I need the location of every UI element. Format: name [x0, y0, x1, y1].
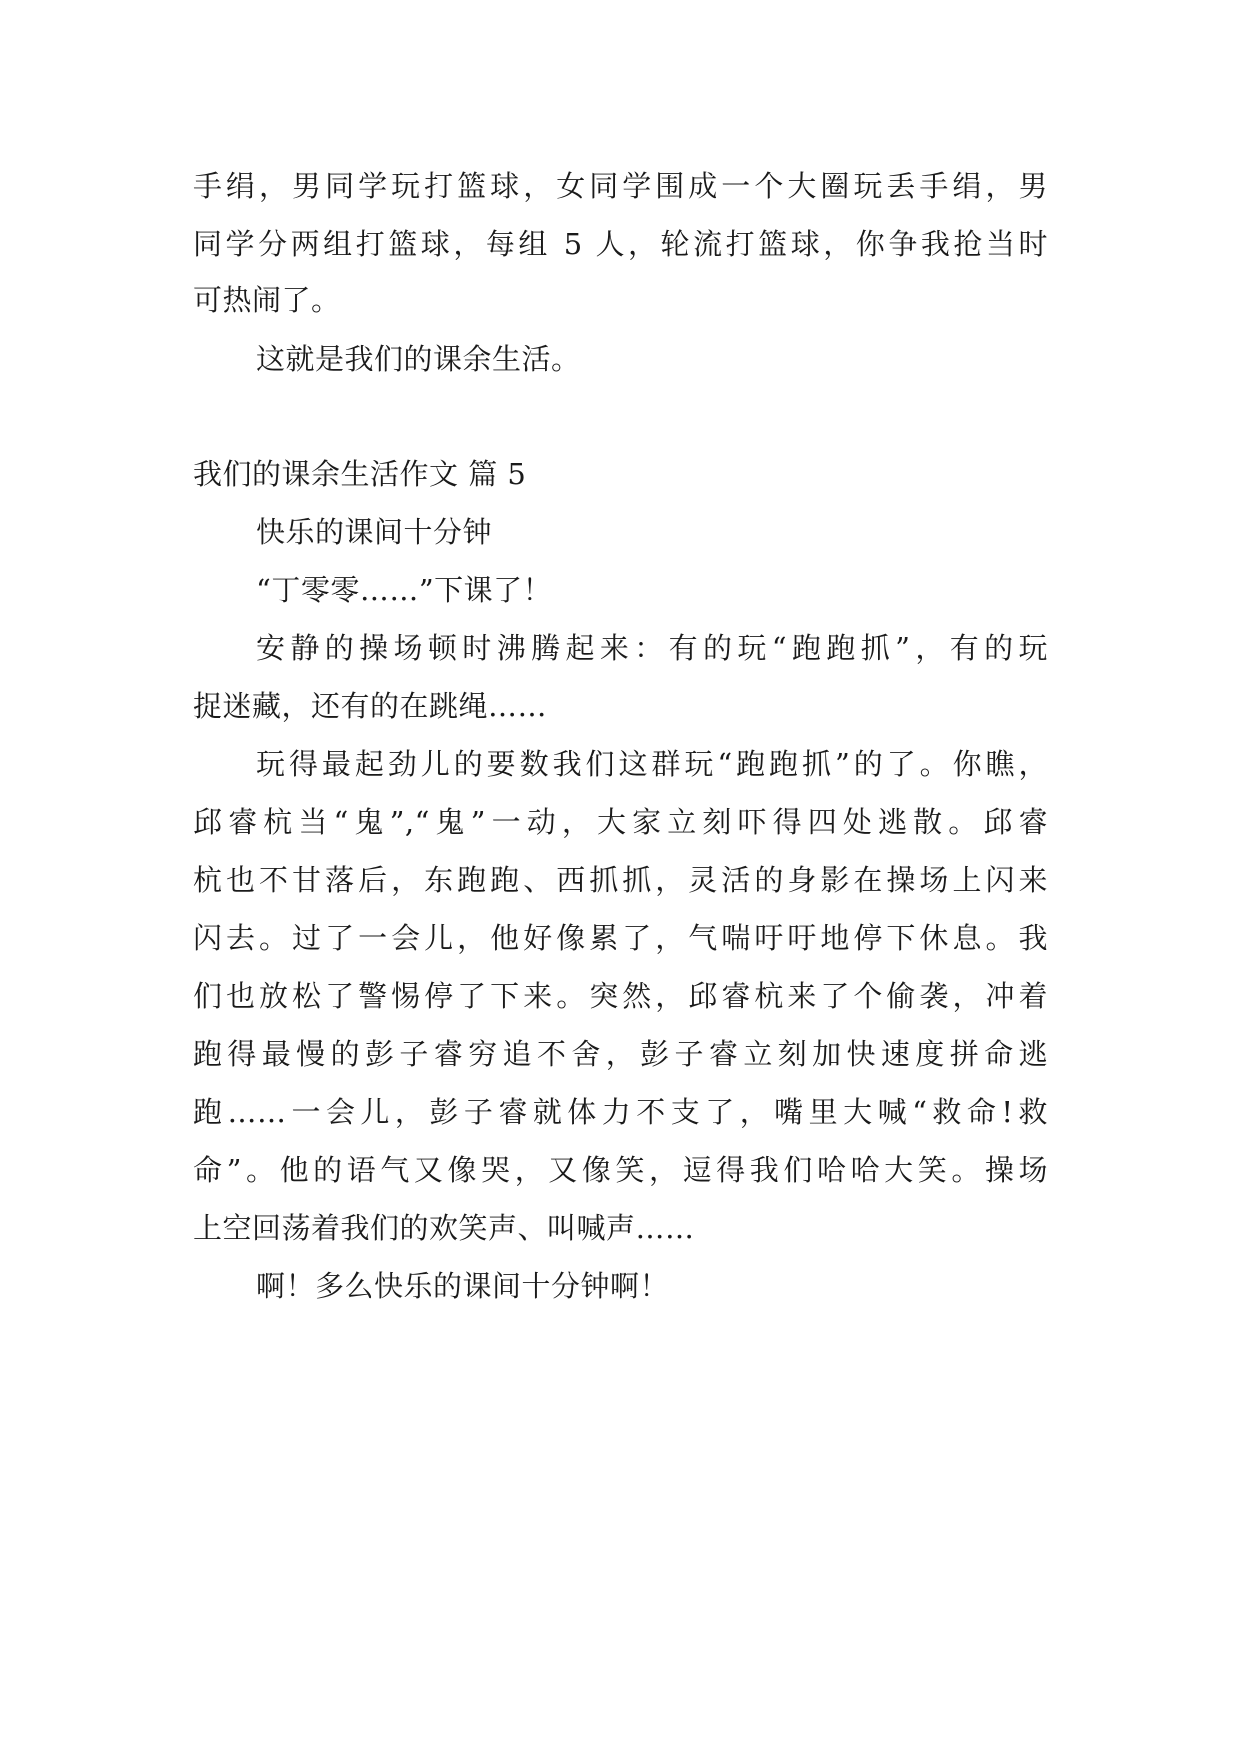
paragraph-line: 安静的操场顿时沸腾起来：有的玩“跑跑抓”，有的玩 [256, 631, 1048, 665]
paragraph-line: 跑……一会儿，彭子睿就体力不支了，嘴里大喊“救命!救 [193, 1095, 1048, 1129]
paragraph-text: “丁零零……”下课了！ [256, 573, 553, 607]
paragraph-line: 同学分两组打篮球，每组 5 人，轮流打篮球，你争我抢当时 [193, 227, 1048, 261]
paragraph-line: 上空回荡着我们的欢笑声、叫喊声…… [193, 1211, 695, 1245]
paragraph-line: 手绢，男同学玩打篮球，女同学围成一个大圈玩丢手绢，男 [193, 169, 1048, 203]
paragraph-line: 跑得最慢的彭子睿穷追不舍，彭子睿立刻加快速度拼命逃 [193, 1037, 1048, 1071]
paragraph-text: 啊！多么快乐的课间十分钟啊！ [256, 1269, 670, 1303]
paragraph-line: 杭也不甘落后，东跑跑、西抓抓，灵活的身影在操场上闪来 [193, 863, 1048, 897]
paragraph-line: 玩得最起劲儿的要数我们这群玩“跑跑抓”的了。你瞧， [256, 747, 1048, 781]
paragraph-text: 这就是我们的课余生活。 [256, 342, 581, 376]
section-title: 我们的课余生活作文 篇 5 [193, 457, 527, 491]
paragraph-line: 邱睿杭当“鬼”,“鬼”一动，大家立刻吓得四处逃散。邱睿 [193, 805, 1048, 839]
paragraph-line: 们也放松了警惕停了下来。突然，邱睿杭来了个偷袭，冲着 [193, 979, 1048, 1013]
paragraph-line: 命”。他的语气又像哭，又像笑，逗得我们哈哈大笑。操场 [193, 1153, 1048, 1187]
paragraph-line: 可热闹了。 [193, 283, 341, 317]
paragraph-line: 闪去。过了一会儿，他好像累了，气喘吁吁地停下休息。我 [193, 921, 1048, 955]
essay-subtitle: 快乐的课间十分钟 [256, 515, 493, 549]
paragraph-line: 捉迷藏，还有的在跳绳…… [193, 689, 548, 723]
